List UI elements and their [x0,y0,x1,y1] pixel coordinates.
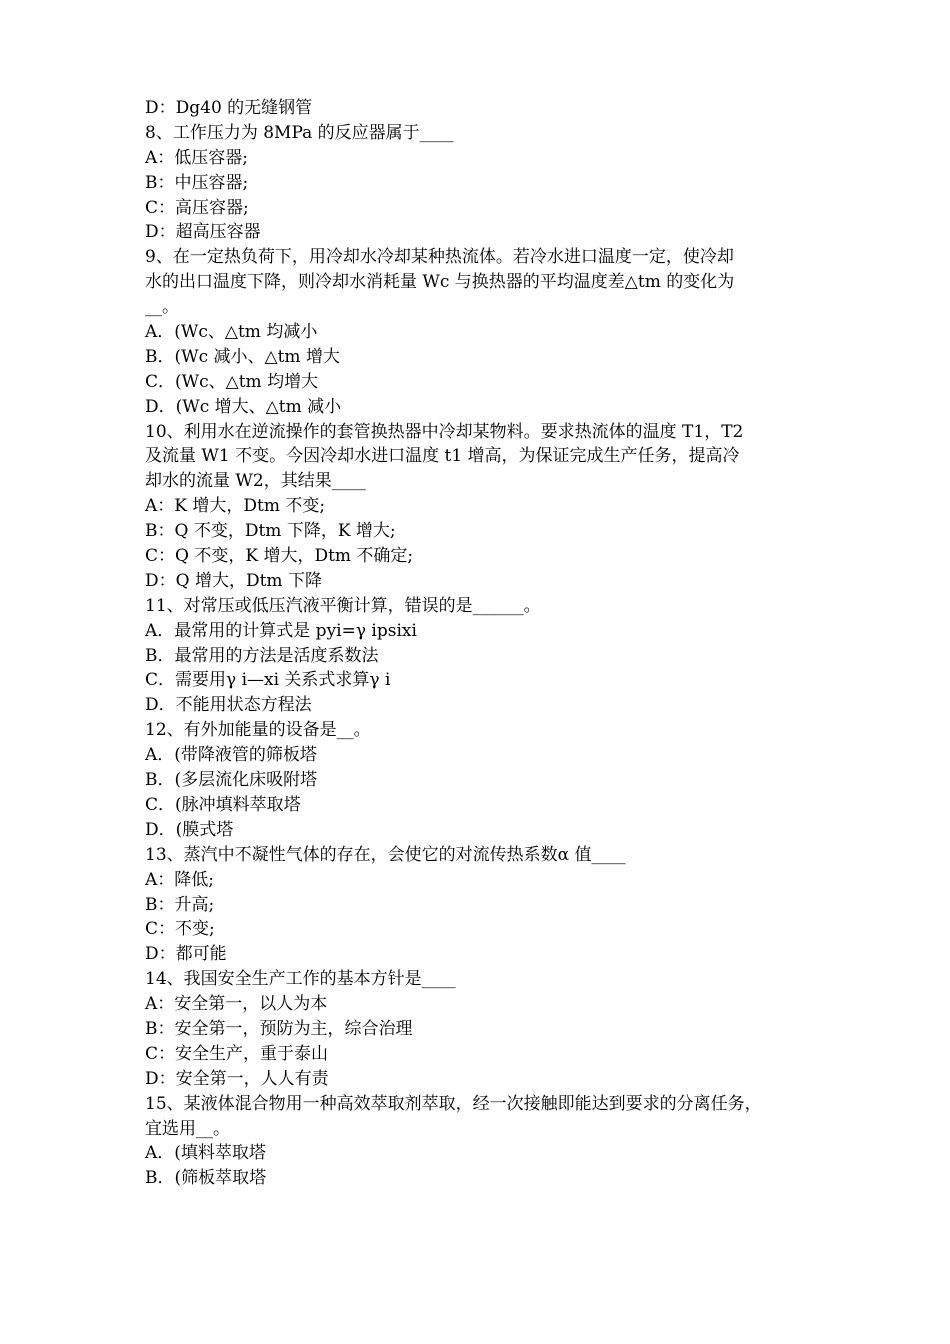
option-b-q13: B：升高; [145,894,215,915]
question-14: 14、我国安全生产工作的基本方针是____ [145,969,456,990]
option-b-q14: B：安全第一，预防为主，综合治理 [145,1018,413,1039]
option-b-q8: B：中压容器; [145,172,249,193]
option-a-q9: A．(Wc、△tm 均减小 [145,322,318,343]
option-d-q10: D：Q 增大，Dtm 下降 [145,570,322,591]
option-a-q12: A．(带降液管的筛板塔 [145,745,317,766]
option-a-q8: A：低压容器; [145,147,249,168]
question-8: 8、工作压力为 8MPa 的反应器属于____ [145,122,454,143]
option-a-q11: A．最常用的计算式是 pyi=γ ipsixi [145,620,417,641]
question-9-line-1: 9、在一定热负荷下，用冷却水冷却某种热流体。若冷水进口温度一定，使冷却 [145,247,734,268]
option-a-q15: A．(填料萃取塔 [145,1143,266,1164]
option-c-q14: C：安全生产，重于泰山 [145,1043,329,1064]
option-c-q8: C：高压容器; [145,197,249,218]
option-c-q9: C．(Wc、△tm 均增大 [145,371,319,392]
option-a-q10: A：K 增大，Dtm 不变; [145,496,326,517]
question-9-line-3: __。 [145,297,179,318]
option-b-q10: B：Q 不变，Dtm 下降，K 增大; [145,521,396,542]
option-d-q12: D．(膜式塔 [145,819,234,840]
question-10-line-3: 却水的流量 W2，其结果____ [145,471,366,492]
question-12: 12、有外加能量的设备是__。 [145,720,371,741]
option-b-q15: B．(筛板萃取塔 [145,1168,267,1189]
question-9-line-2: 水的出口温度下降，则冷却水消耗量 Wc 与换热器的平均温度差△tm 的变化为 [145,272,735,293]
document-page [145,96,807,1191]
option-a-q13: A：降低; [145,869,215,890]
option-b-q12: B．(多层流化床吸附塔 [145,770,318,791]
option-a-q14: A：安全第一，以人为本 [145,994,328,1015]
option-d-q7: D：Dg40 的无缝钢管 [145,98,313,118]
question-10-line-2: 及流量 W1 不变。今因冷却水进口温度 t1 增高，为保证完成生产任务，提高冷 [145,446,740,467]
question-15-line-2: 宜选用__。 [145,1118,230,1139]
question-10-line-1: 10、利用水在逆流操作的套管换热器中冷却某物料。要求热流体的温度 T1，T2 [145,421,744,442]
option-c-q13: C：不变; [145,919,215,940]
question-11: 11、对常压或低压汽液平衡计算，错误的是______。 [145,595,541,616]
option-d-q8: D：超高压容器 [145,222,261,243]
question-13: 13、蒸汽中不凝性气体的存在，会使它的对流传热系数α 值____ [145,844,626,865]
option-d-q9: D．(Wc 增大、△tm 减小 [145,396,342,417]
question-15-line-1: 15、某液体混合物用一种高效萃取剂萃取，经一次接触即能达到要求的分离任务， [145,1093,762,1114]
option-d-q14: D：安全第一，人人有责 [145,1068,329,1089]
option-b-q9: B．(Wc 减小、△tm 增大 [145,346,340,367]
option-c-q10: C：Q 不变，K 增大，Dtm 不确定; [145,546,414,567]
option-b-q11: B．最常用的方法是活度系数法 [145,645,379,666]
option-c-q11: C．需要用γ i—xi 关系式求算γ i [145,670,391,691]
option-d-q13: D：都可能 [145,944,227,965]
option-c-q12: C．(脉冲填料萃取塔 [145,794,301,815]
option-d-q11: D．不能用状态方程法 [145,695,312,716]
